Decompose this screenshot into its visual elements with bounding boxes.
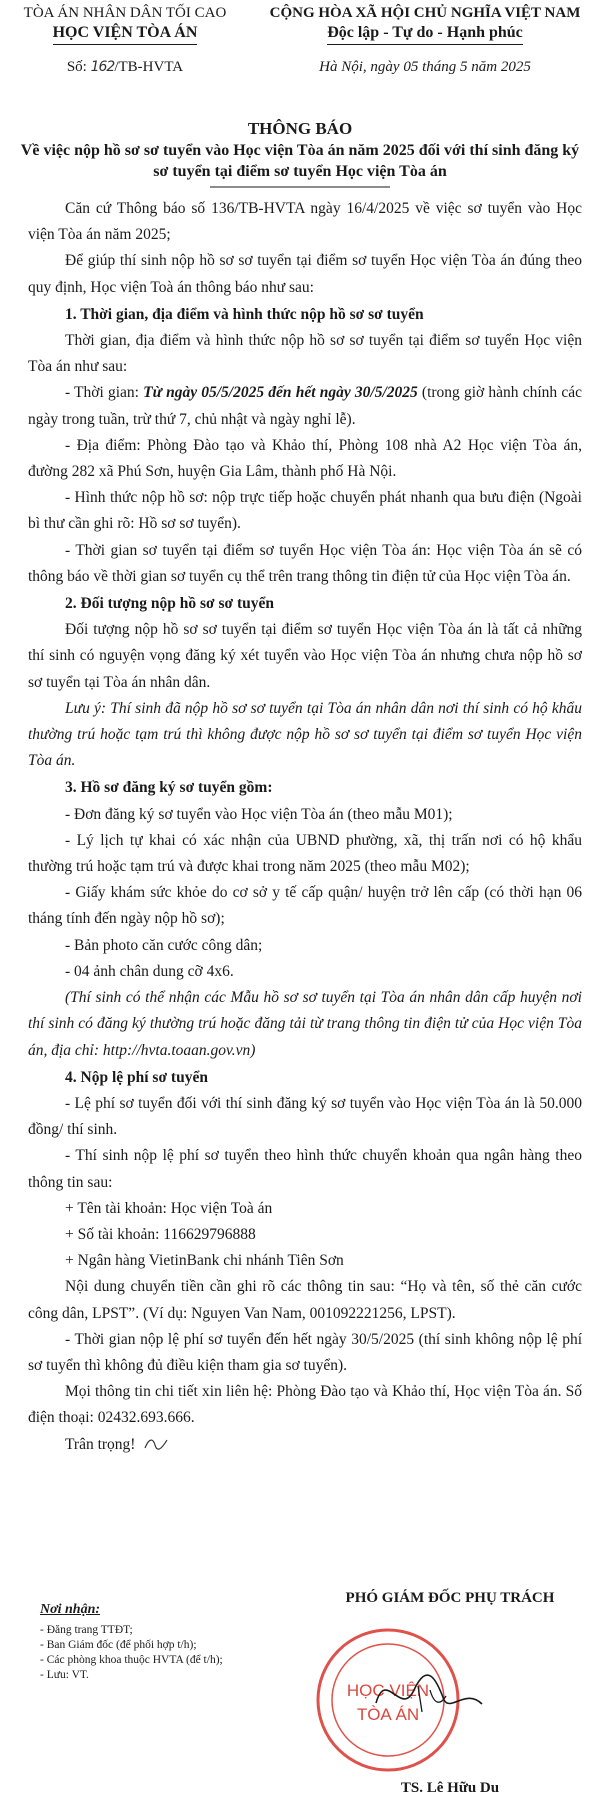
document-number-handwritten: 162 [90, 59, 115, 75]
document-header [0, 4, 600, 90]
document-date: Hà Nội, ngày 05 tháng 5 năm 2025 [319, 59, 531, 75]
section-2-text: Đối tượng nộp hồ sơ sơ tuyển tại điểm sơ tuyển Học viện Tòa án là tất cả những thí sinh có nguyện vọng đăng ký xét tuyển vào Học viện Tòa án nhưng chưa nộp hồ sơ sơ tuyển tại Tòa án nhân dân. [28, 621, 582, 691]
signer-role: PHÓ GIÁM ĐỐC PHỤ TRÁCH [345, 1590, 555, 1606]
section-1-heading: 1. Thời gian, địa điểm và hình thức nộp hồ sơ sơ tuyển [65, 305, 424, 323]
institute-name: HỌC VIỆN TÒA ÁN [53, 23, 198, 45]
document-title-block [18, 118, 582, 190]
section-1-place: - Địa điểm: Phòng Đào tạo và Khảo thí, Phòng 108 nhà A2 Học viện Tòa án, đường 282 xã Phú Sơn, huyện Gia Lâm, thành phố Hà Nội. [28, 436, 582, 481]
recipient-item: - Ban Giám đốc (để phối hợp t/h); [40, 1639, 197, 1651]
seal-text-line2: TÒA ÁN [356, 1705, 420, 1724]
issuing-agency-block [0, 4, 250, 76]
time-value: Từ ngày 05/5/2025 đến hết ngày 30/5/2025 [143, 384, 418, 402]
signer-name: TS. Lê Hữu Du [400, 1780, 500, 1796]
document-number-suffix: /TB-HVTA [114, 59, 184, 75]
document-number-prefix: Số: [66, 59, 87, 75]
initial-signature-icon [143, 1436, 169, 1452]
document-subject: Về việc nộp hồ sơ sơ tuyển vào Học viện Tòa án năm 2025 đối với thí sinh đăng ký sơ tuyển tại điểm sơ tuyển Học viện Tòa án [20, 142, 580, 180]
section-1-intro: Thời gian, địa điểm và hình thức nộp hồ sơ sơ tuyển tại điểm sơ tuyển Học viện Tòa án như sau: [28, 332, 582, 376]
agency-name: TÒA ÁN NHÂN DÂN TỐI CAO [23, 5, 227, 21]
section-3-item: - Lý lịch tự khai có xác nhận của UBND phường, xã, thị trấn nơi có hộ khẩu thường trú hoặc tạm trú và được khai trong năm 2025 (theo mẫu M02); [28, 831, 582, 876]
document-body [28, 196, 582, 1458]
section-1-exam-time: - Thời gian sơ tuyển tại điểm sơ tuyển Học viện Tòa án: Học viện Tòa án sẽ có thông báo về thời gian sơ tuyển cụ thể trên trang thông tin điện tử của Học viện Tòa án. [28, 541, 582, 585]
fee-deadline: - Thời gian nộp lệ phí sơ tuyển đến hết ngày 30/5/2025 (thí sinh không nộp lệ phí sơ tuyển thì không đủ điều kiện tham gia sơ tuyển). [28, 1330, 582, 1374]
closing-text: Trân trọng! [65, 1435, 136, 1453]
section-4-transfer: - Thí sinh nộp lệ phí sơ tuyển theo hình thức chuyển khoản qua ngân hàng theo thông tin sau: [28, 1147, 582, 1191]
account-number: + Số tài khoản: 116629796888 [65, 1225, 256, 1243]
section-3-item: - 04 ảnh chân dung cỡ 4x6. [65, 962, 234, 980]
recipient-item: - Lưu: VT. [40, 1669, 89, 1681]
paragraph-purpose: Để giúp thí sinh nộp hồ sơ sơ tuyển tại điểm sơ tuyển Học viện Tòa án đúng theo quy định, Học viện Toà án thông báo như sau: [28, 252, 582, 296]
national-heading-block [250, 4, 600, 76]
section-1-form: - Hình thức nộp hồ sơ: nộp trực tiếp hoặc chuyển phát nhanh qua bưu điện (Ngoài bì thư cần ghi rõ: Hồ sơ sơ tuyển). [28, 489, 582, 533]
national-motto: Độc lập - Tự do - Hạnh phúc [327, 23, 523, 45]
document-number [0, 59, 250, 76]
closing-line [28, 1432, 582, 1458]
time-label: - Thời gian: [65, 384, 144, 402]
recipient-item: - Đăng trang TTĐT; [40, 1624, 133, 1636]
bank-name: + Ngân hàng VietinBank chi nhánh Tiên Sơn [65, 1252, 344, 1270]
recipients-block [40, 1602, 300, 1683]
transfer-content: Nội dung chuyển tiền cần ghi rõ các thông tin sau: “Họ và tên, số thẻ căn cước công dân, LPST”. (Ví dụ: Nguyen Van Nam, 001092221256, LPST). [28, 1278, 582, 1322]
time-rest: (trong giờ hành chính các ngày trong tuần, trừ thứ 7, chủ nhật và ngày nghỉ lễ). [28, 384, 582, 428]
section-1-time [28, 380, 582, 432]
seal-text-line1: HỌC VIỆN [346, 1681, 430, 1700]
contact-info: Mọi thông tin chi tiết xin liên hệ: Phòng Đào tạo và Khảo thí, Học viện Tòa án. Số điện thoại: 02432.693.666. [28, 1383, 582, 1427]
signature-block [300, 1590, 600, 1815]
section-2-heading: 2. Đối tượng nộp hồ sơ sơ tuyển [65, 595, 275, 613]
recipients-label: Nơi nhận: [40, 1602, 101, 1617]
document-heading: THÔNG BÁO [247, 119, 353, 138]
section-3-item: - Bản photo căn cước công dân; [65, 936, 263, 954]
official-seal-icon [306, 1608, 506, 1778]
section-3-heading: 3. Hồ sơ đăng ký sơ tuyển gồm: [65, 779, 273, 797]
country-name: CỘNG HÒA XÃ HỘI CHỦ NGHĨA VIỆT NAM [269, 5, 581, 21]
section-3-note: (Thí sinh có thể nhận các Mẫu hồ sơ sơ tuyển tại Tòa án nhân dân cấp huyện nơi thí sinh có đăng ký thường trú hoặc đăng tải từ trang thông tin điện tử của Học viện Tòa án, địa chỉ: http://hvta.toaan.gov.vn) [28, 989, 582, 1059]
institute-name-wrap [0, 23, 250, 45]
section-3-item: - Giấy khám sức khỏe do cơ sở y tế cấp quận/ huyện trở lên cấp (có thời hạn 06 tháng tính đến ngày nộp hồ sơ); [28, 884, 582, 928]
document-footer [0, 1590, 600, 1815]
national-motto-wrap [250, 23, 600, 45]
account-name: + Tên tài khoản: Học viện Toà án [65, 1199, 273, 1217]
section-3-item: - Đơn đăng ký sơ tuyển vào Học viện Tòa án (theo mẫu M01); [65, 805, 453, 823]
section-2-note: Lưu ý: Thí sinh đã nộp hồ sơ sơ tuyển tại Tòa án nhân dân nơi thí sinh có hộ khẩu thường trú hoặc tạm trú thì không được nộp hồ sơ sơ tuyển tại điểm sơ tuyển Học viện Tòa án. [28, 699, 582, 770]
recipient-item: - Các phòng khoa thuộc HVTA (để t/h); [40, 1654, 223, 1666]
title-underline [210, 186, 390, 190]
section-4-fee: - Lệ phí sơ tuyển đối với thí sinh đăng ký sơ tuyển vào Học viện Tòa án là 50.000 đồng/ thí sinh. [28, 1094, 582, 1139]
paragraph-basis: Căn cứ Thông báo số 136/TB-HVTA ngày 16/4/2025 về việc sơ tuyển vào Học viện Tòa án năm 2025; [28, 200, 582, 244]
section-4-heading: 4. Nộp lệ phí sơ tuyển [65, 1068, 208, 1086]
